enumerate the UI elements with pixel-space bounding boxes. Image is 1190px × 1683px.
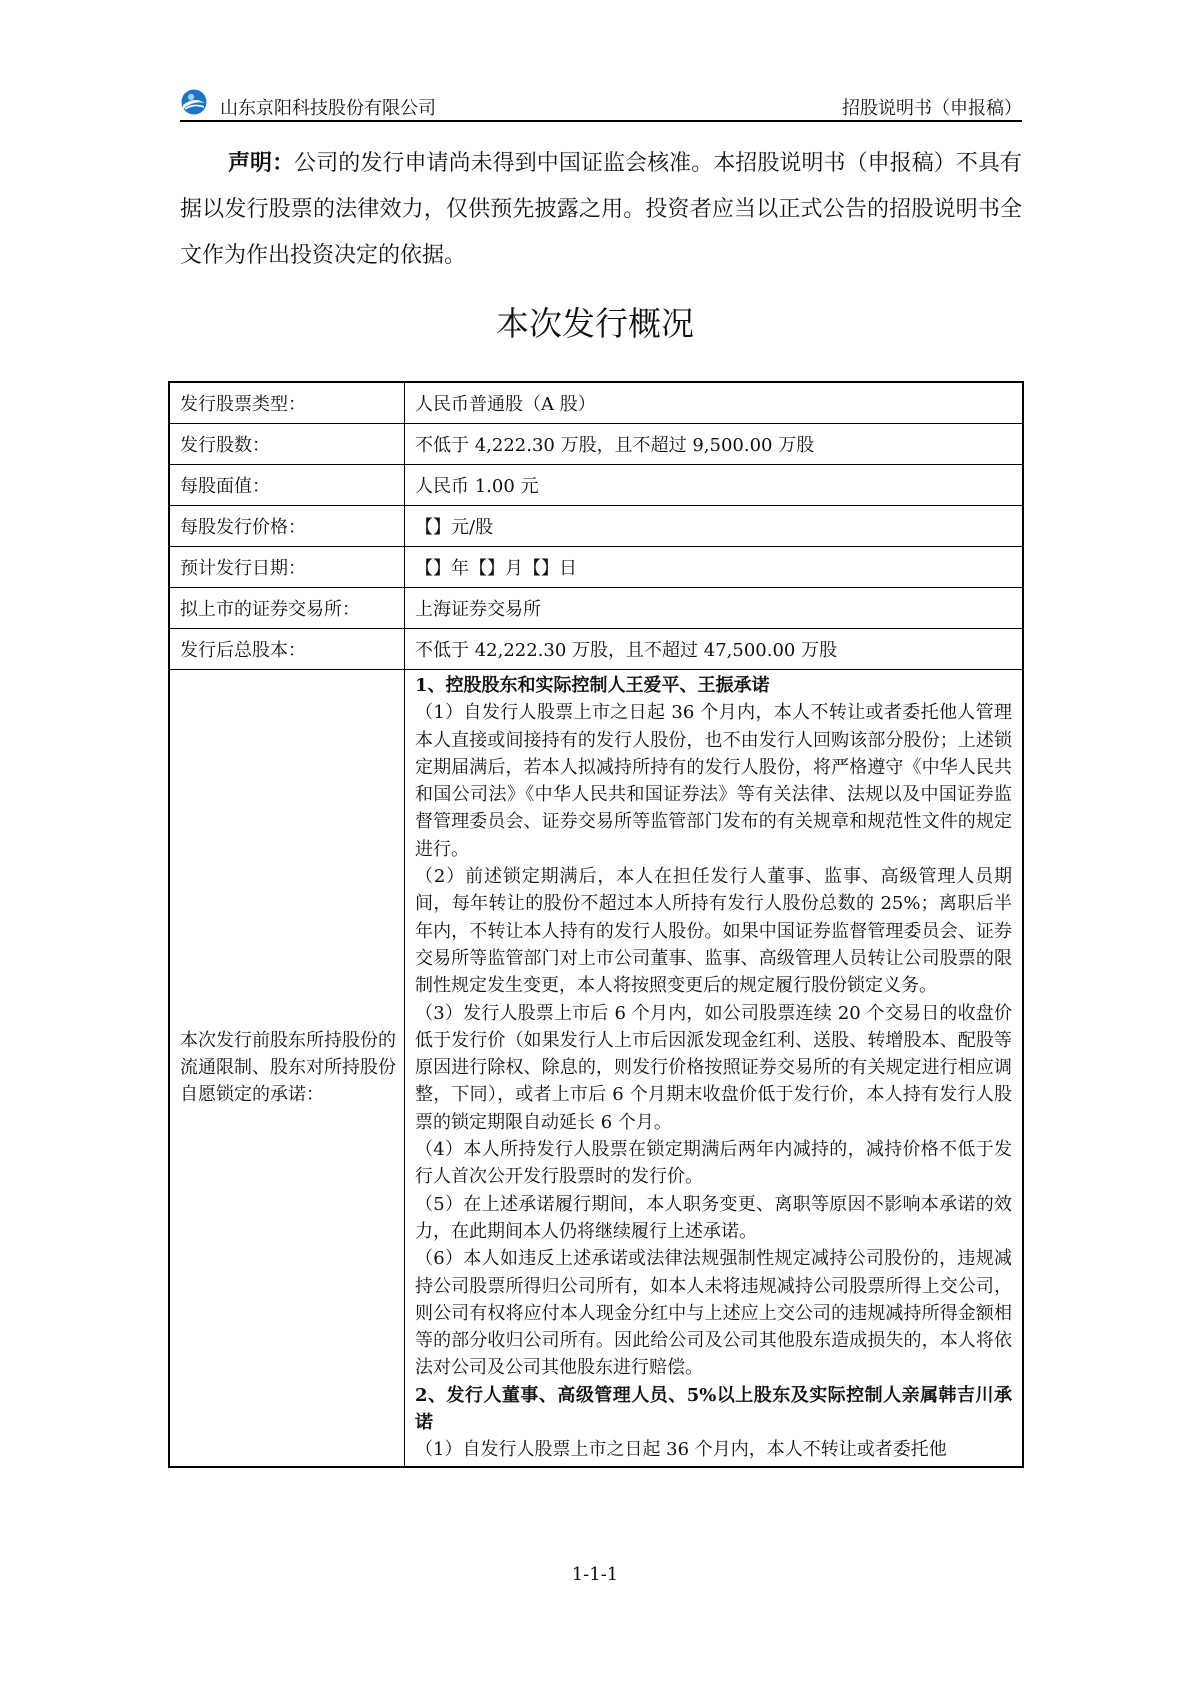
row-label: 每股面值： [169, 465, 405, 506]
company-logo-icon [180, 88, 208, 116]
row-value: 不低于 42,222.30 万股，且不超过 47,500.00 万股 [405, 629, 1024, 670]
table-row [169, 382, 1023, 424]
section-1-title: 1、控股股东和实际控制人王爱平、王振承诺 [415, 675, 770, 696]
row-label: 拟上市的证券交易所： [169, 588, 405, 629]
row-label: 发行股票类型： [169, 382, 405, 424]
page-number: 1-1-1 [571, 1564, 619, 1585]
row-label: 预计发行日期： [169, 547, 405, 588]
statement-label: 声明： [228, 150, 295, 176]
commitment-item: （3）发行人股票上市后 6 个月内，如公司股票连续 20 个交易日的收盘价低于发行价（如果发行人上市后因派发现金红利、送股、转增股本、配股等原因进行除权、除息的，则发行价格按照证券交易所的有关规定进行相应调整，下同），或者上市后 6 个月期末收盘价低于发行价，本人持有发行人股票的锁定期限自动延长 6 个月。 [415, 1002, 1012, 1133]
table-row [169, 588, 1023, 629]
commitment-item: （1）自发行人股票上市之日起 36 个月内，本人不转让或者委托他 [415, 1439, 947, 1461]
table-row [169, 629, 1023, 670]
row-value: 人民币普通股（A 股） [405, 382, 1024, 424]
table-row [169, 424, 1023, 465]
table-row [169, 547, 1023, 588]
row-label: 发行股数： [169, 424, 405, 465]
table-row [169, 465, 1023, 506]
commitment-item: （1）自发行人股票上市之日起 36 个月内，本人不转让或者委托他人管理本人直接或间接持有的发行人股份，也不由发行人回购该部分股份；上述锁定期届满后，若本人拟减持所持有的发行人股份，将严格遵守《中华人民共和国公司法》《中华人民共和国证券法》等有关法律、法规以及中国证券监督管理委员会、证券交易所等监管部门发布的有关规章和规范性文件的规定进行。 [415, 702, 1012, 860]
commitment-item: （4）本人所持发行人股票在锁定期满后两年内减持的，减持价格不低于发行人首次公开发行股票时的发行价。 [415, 1139, 1012, 1188]
document-type: 招股说明书（申报稿） [842, 98, 1022, 119]
page-header [180, 86, 1022, 122]
page-title: 本次发行概况 [496, 304, 694, 343]
statement-text: 公司的发行申请尚未得到中国证监会核准。本招股说明书（申报稿）不具有据以发行股票的法律效力，仅供预先披露之用。投资者应当以正式公告的招股说明书全文作为作出投资决定的依据。 [180, 151, 1022, 268]
commitment-row [169, 670, 1023, 1467]
section-2-title: 2、发行人董事、高级管理人员、5%以上股东及实际控制人亲属韩吉川承诺 [415, 1384, 1012, 1434]
commitment-label: 本次发行前股东所持股份的流通限制、股东对所持股份自愿锁定的承诺： [169, 670, 405, 1467]
table-row [169, 506, 1023, 547]
row-value: 上海证券交易所 [405, 588, 1024, 629]
commitment-content [405, 670, 1024, 1467]
disclaimer-statement [180, 140, 1022, 279]
commitment-item: （5）在上述承诺履行期间，本人职务变更、离职等原因不影响本承诺的效力，在此期间本人仍将继续履行上述承诺。 [415, 1193, 1012, 1242]
row-value: 【】元/股 [405, 506, 1024, 547]
company-name: 山东京阳科技股份有限公司 [220, 98, 436, 119]
row-label: 每股发行价格： [169, 506, 405, 547]
row-value: 人民币 1.00 元 [405, 465, 1024, 506]
row-value: 不低于 4,222.30 万股，且不超过 9,500.00 万股 [405, 424, 1024, 465]
commitment-item: （2）前述锁定期满后，本人在担任发行人董事、监事、高级管理人员期间，每年转让的股份不超过本人所持有发行人股份总数的 25%；离职后半年内，不转让本人持有的发行人股份。如果中国证券监督管理委员会、证券交易所等监管部门对上市公司董事、监事、高级管理人员转让公司股票的限制性规定发生变更，本人将按照变更后的规定履行股份锁定义务。 [415, 866, 1012, 997]
row-label: 发行后总股本： [169, 629, 405, 670]
row-value: 【】年【】月【】日 [405, 547, 1024, 588]
offering-overview-table [168, 381, 1024, 1468]
commitment-item: （6）本人如违反上述承诺或法律法规强制性规定减持公司股份的，违规减持公司股票所得归公司所有，如本人未将违规减持公司股票所得上交公司，则公司有权将应付本人现金分红中与上述应上交公司的违规减持所得金额相等的部分收归公司所有。因此给公司及公司其他股东造成损失的，本人将依法对公司及公司其他股东进行赔偿。 [415, 1248, 1012, 1379]
